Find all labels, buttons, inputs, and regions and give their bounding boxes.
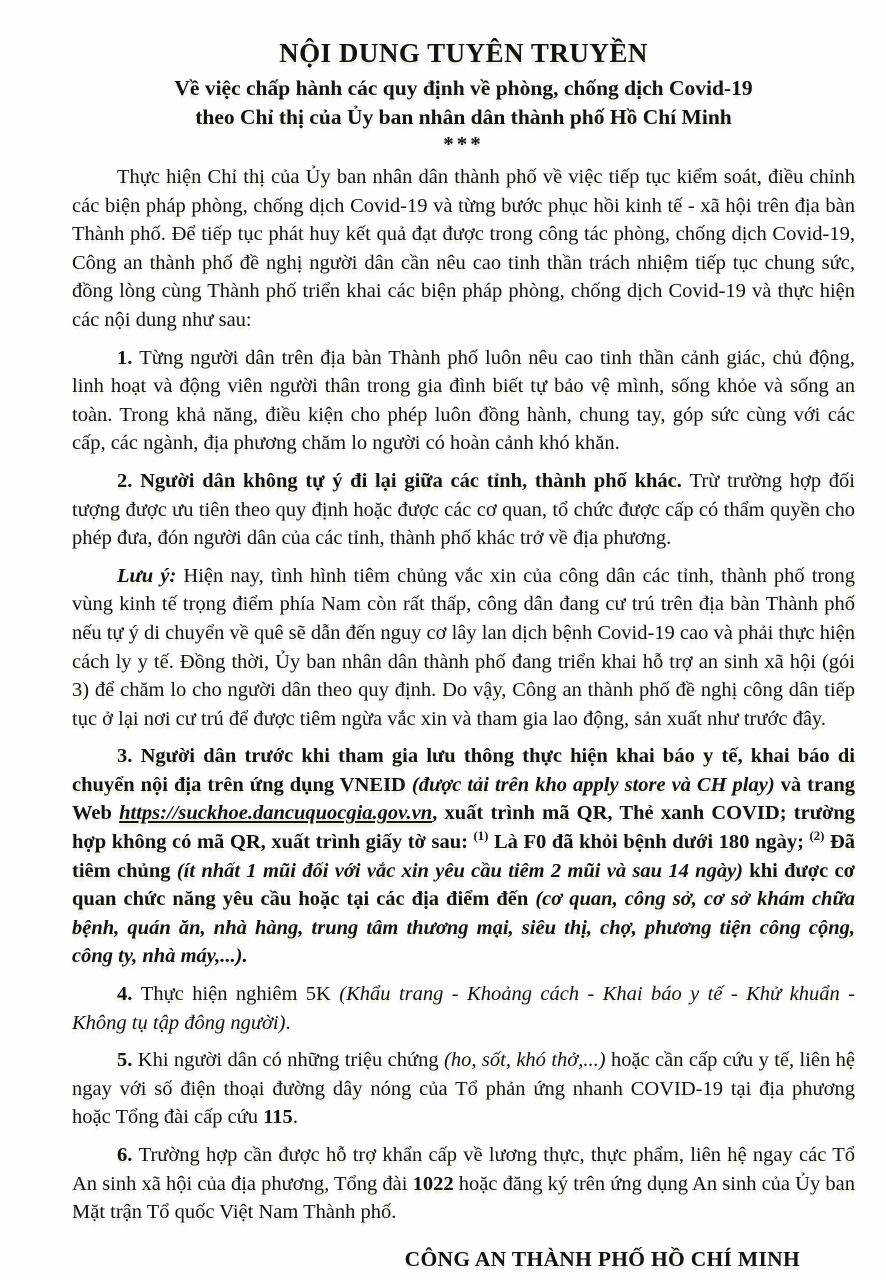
document-subtitle-line1: Về việc chấp hành các quy định về phòng, chống dịch Covid-19 <box>174 76 753 100</box>
text-run: hoặc cần cấp cứu y tế, liên hệ ngay với số điện thoại đường dây nóng của Tổ phản ứng nhanh COVID-19 tại địa phương hoặc Tổng đài cấp cứu <box>72 1049 856 1129</box>
text-run: Khi người dân có những triệu chứng <box>137 1049 445 1072</box>
text-run: Trừ trường hợp đối tượng được ưu tiên theo quy định hoặc được các cơ quan, tổ chức được cấp có thẩm quyền cho phép đưa, đón người dân của các tỉnh, thành phố khác trở về địa phương. <box>72 469 856 550</box>
text-run: khi được cơ quan chức năng yêu cầu hoặc tại các địa điểm đến <box>72 859 855 911</box>
text-run: 115 <box>263 1106 293 1129</box>
text-run: Lưu ý: <box>117 564 184 587</box>
item-5-paragraph <box>72 1046 855 1132</box>
text-run: Thực hiện nghiêm 5K <box>140 983 340 1006</box>
item-2-paragraph <box>72 467 855 553</box>
text-run: 1022 <box>412 1172 454 1195</box>
text-run: Hiện nay, tình hình tiêm chủng vắc xin của công dân các tỉnh, thành phố trong vùng kinh tế trọng điểm phía Nam còn rất thấp, công dân đang cư trú trên địa bàn Thành phố nếu tự ý di chuyển về quê sẽ dẫn đến nguy cơ lây lan dịch bệnh Covid-19 cao và phải thực hiện cách ly y tế. Đồng thời, Ủy ban nhân dân thành phố đang triển khai hỗ trợ an sinh xã hội (gói 3) để chăm lo cho người dân theo quy định. Do vậy, Công an thành phố đề nghị công dân tiếp tục ở lại nơi cư trú để được tiêm ngừa vắc xin và tham gia lao động, sản xuất như trước đây. <box>72 564 855 730</box>
note-paragraph <box>72 562 855 734</box>
text-run: Là F0 đã khỏi bệnh dưới 180 ngày; <box>488 831 810 854</box>
text-run: Đã tiêm chủng <box>72 831 856 882</box>
item-1-paragraph <box>72 344 855 458</box>
text-run: 3. Người dân trước khi tham gia lưu thông thực hiện khai báo y tế, khai báo di chuyển nội địa trên ứng dụng VNEID <box>72 745 855 796</box>
text-run: (được tải trên kho apply store và CH play) <box>411 773 775 796</box>
text-run: 4. <box>117 983 141 1006</box>
separator-stars: *** <box>443 132 484 156</box>
text-run: và trang Web <box>72 773 856 825</box>
document-subtitle-line2: theo Chỉ thị của Ủy ban nhân dân thành phố Hồ Chí Minh <box>195 105 732 129</box>
text-run: hoặc đăng ký trên ứng dụng An sinh của Ủy ban Mặt trận Tổ quốc Việt Nam Thành phố. <box>72 1172 855 1224</box>
document-title: NỘI DUNG TUYÊN TRUYỀN <box>279 38 648 68</box>
text-run: (ho, sốt, khó thở,...) <box>444 1049 606 1072</box>
inline-link-text: https://suckhoe.dancuquocgia.gov.vn <box>119 802 433 825</box>
text-run: 2. Người dân không tự ý đi lại giữa các tỉnh, thành phố khác. <box>117 469 690 492</box>
item-3-paragraph <box>72 742 855 971</box>
text-run: Trường hợp cần được hỗ trợ khẩn cấp về lương thực, thực phẩm, liên hệ ngay các Tổ An sinh xã hội của địa phương, Tổng đài <box>72 1144 855 1195</box>
text-run: (ít nhất 1 mũi đối với vắc xin yêu cầu tiêm 2 mũi và sau 14 ngày) <box>176 859 743 882</box>
text-run: 1. <box>117 346 140 369</box>
item-6-paragraph <box>72 1141 855 1227</box>
text-run: (1) <box>473 829 489 844</box>
intro-paragraph <box>72 163 855 335</box>
text-run: Thực hiện Chỉ thị của Ủy ban nhân dân thành phố về việc tiếp tục kiểm soát, điều chỉnh các biện pháp phòng, chống dịch Covid-19 và từng bước phục hồi kinh tế - xã hội trên địa bàn Thành phố. Để tiếp tục phát huy kết quả đạt được trong công tác phòng, chống dịch Covid-19, Công an thành phố đề nghị người dân cần nêu cao tinh thần trách nhiệm tiếp tục chung sức, đồng lòng cùng Thành phố triển khai các biện pháp phòng, chống dịch Covid-19 và thực hiện các nội dung như sau: <box>72 166 855 331</box>
text-run: (cơ quan, công sở, cơ sở khám chữa bệnh, quán ăn, nhà hàng, trung tâm thương mại, siêu thị, chợ, phương tiện công cộng, công ty, nhà máy,...). <box>72 888 855 968</box>
text-run: . <box>292 1106 298 1129</box>
text-run: Từng người dân trên địa bàn Thành phố luôn nêu cao tinh thần cảnh giác, chủ động, linh hoạt và động viên người thân trong gia đình biết tự bảo vệ mình, sống khỏe và sống an toàn. Trong khả năng, điều kiện cho phép luôn đồng hành, chung tay, góp sức cùng với các cấp, các ngành, địa phương chăm lo người có hoàn cảnh khó khăn. <box>72 346 856 455</box>
text-run: (2) <box>809 829 825 844</box>
text-run: (Khẩu trang - Khoảng cách - Khai báo y tế - Khử khuẩn - Không tụ tập đông người) <box>72 983 855 1034</box>
signature: CÔNG AN THÀNH PHỐ HỒ CHÍ MINH <box>404 1246 800 1271</box>
text-run: . <box>285 1011 291 1034</box>
text-run: 6. <box>117 1144 139 1166</box>
text-run: 5. <box>117 1049 138 1072</box>
text-run: , xuất trình mã QR, Thẻ xanh COVID; trường hợp không có mã QR, xuất trình giấy tờ sau: <box>72 802 855 854</box>
item-4-paragraph <box>72 980 855 1037</box>
